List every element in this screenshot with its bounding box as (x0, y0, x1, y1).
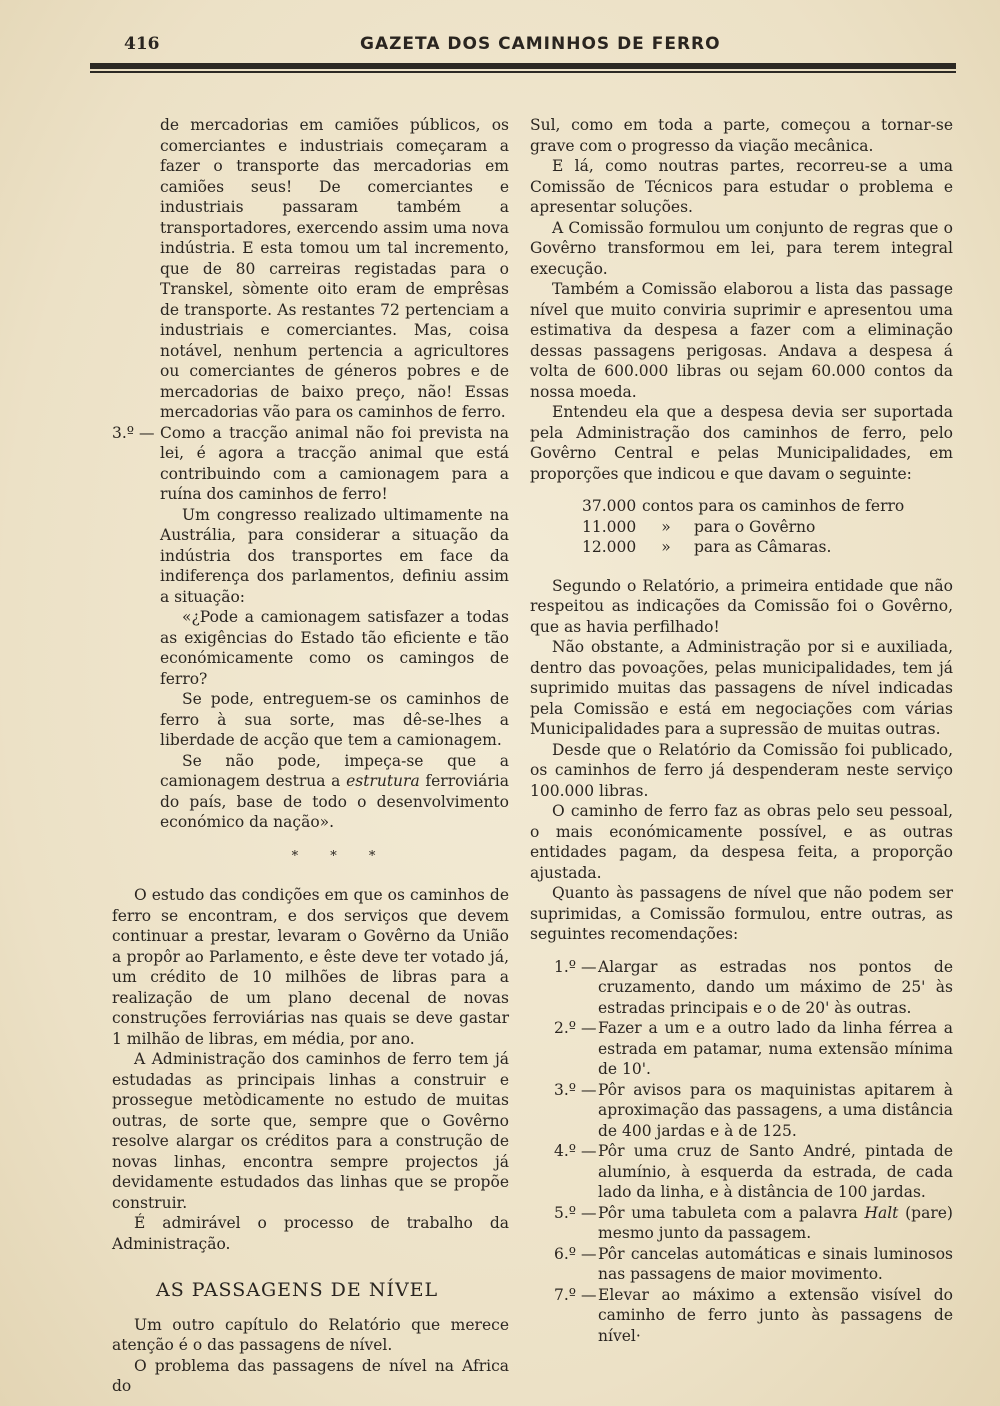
list-text: Pôr cancelas automáticas e sinais luminosos nas passagens de maior movimento. (598, 1244, 953, 1283)
table-description: contos para os caminhos de ferro (642, 497, 905, 515)
list-text-part: Pôr uma tabuleta com a palavra (598, 1203, 865, 1222)
list-text-emphasis: Halt (864, 1203, 899, 1222)
list-text (598, 1204, 953, 1243)
list-item (530, 1080, 953, 1142)
table-ditto: » (661, 538, 671, 556)
right-column (530, 115, 953, 1346)
table-description: para o Govêrno (694, 517, 816, 536)
paragraph: Também a Comissão elaborou a lista das passage nível que muito conviria suprimir e apresentou uma estimativa da despesa a fazer com a eliminação dessas passagens perigosas. Andava a despesa á volta de 600.000 libras ou sejam 60.000 contos da nossa moeda. (530, 280, 953, 401)
list-number: 3.º — (554, 1080, 597, 1099)
section-separator: * * * (291, 848, 390, 864)
paragraph: A Administração dos caminhos de ferro tem já estudadas as principais linhas a construir e prossegue metòdicamente no estudo de muitas outras, de sorte que, sempre que o Govêrno resolve alargar os créditos para a construção de novas linhas, encontra sempre projectos já devidamente estudados das linhas que se propõe construir. (112, 1050, 509, 1212)
recommendations-list (530, 957, 953, 1347)
quote-text: Se não pode, impeça-se que a camionagem destrua a (160, 751, 509, 790)
journal-title: GAZETA DOS CAMINHOS DE FERRO (360, 34, 721, 54)
table-amount: 37.000 (582, 497, 637, 515)
list-item (530, 1203, 953, 1244)
quote-text: ferroviária do país, base de todo o desenvolvimento económico da nação». (160, 772, 509, 831)
list-text: Alargar as estradas nos pontos de cruzamento, dando um máximo de 25' às estradas principais e o de 20' às outras. (598, 957, 953, 1017)
paragraph: Um congresso realizado ultimamente na Austrália, para considerar a situação da indústria dos transportes em face da indiferença dos parlamentos, definiu assim a situação: (160, 505, 509, 606)
list-text: Elevar ao máximo a extensão visível do caminho de ferro junto às passagens de nível· (598, 1285, 953, 1345)
section-heading: AS PASSAGENS DE NÍVEL (156, 1279, 439, 1301)
list-item (530, 957, 953, 1019)
table-amount: 12.000 (582, 538, 637, 556)
quote-emphasis: estrutura (346, 772, 420, 790)
quote-paragraph: «¿Pode a camionagem satisfazer a todas as exigências do Estado tão eficiente e tão económicamente como os camingos de ferro? (160, 608, 509, 688)
paragraph: Quanto às passagens de nível que não podem ser suprimidas, a Comissão formulou, entre outras, as seguintes recomendações: (530, 884, 953, 943)
list-number: 2.º — (554, 1019, 597, 1037)
quote-paragraph (112, 751, 509, 833)
item-text: Como a tracção animal não foi prevista na lei, é agora a tracção animal que está contribuindo com a camionagem para a ruína dos caminhos de ferro! (160, 423, 509, 503)
expense-table (582, 496, 953, 558)
item-number: 3.º — (112, 423, 155, 442)
list-item (530, 1244, 953, 1285)
paragraph: O caminho de ferro faz as obras pelo seu pessoal, o mais económicamente possível, e as outras entidades pagam, da despesa feita, a proporção ajustada. (530, 802, 953, 882)
header-rule-thick (90, 63, 956, 69)
list-number: 5.º — (554, 1203, 597, 1222)
table-amount: 11.000 (582, 517, 637, 536)
paragraph: Sul, como em toda a parte, começou a tornar-se grave com o progresso da viação mecânica. (530, 116, 953, 155)
table-ditto: » (661, 517, 671, 536)
table-row (582, 496, 953, 517)
page-header (120, 30, 955, 60)
table-row (582, 517, 953, 538)
page-number: 416 (124, 34, 160, 54)
header-rule-thin (90, 71, 956, 73)
paragraph: O estudo das condições em que os caminhos de ferro se encontram, e dos serviços que devem continuar a prestar, levaram o Govêrno da União a propôr ao Parlamento, e êste deve ter votado já, um crédito de 10 milhões de libras para a realização de um plano decenal de novas construções ferroviárias nas quais se deve gastar 1 milhão de libras, em média, por ano. (112, 886, 509, 1048)
table-row (582, 537, 953, 558)
paragraph: E lá, como noutras partes, recorreu-se a uma Comissão de Técnicos para estudar o problema e apresentar soluções. (530, 157, 953, 216)
list-text: Pôr uma cruz de Santo André, pintada de alumínio, à esquerda da estrada, de cada lado da linha, e à distância de 100 jardas. (598, 1142, 953, 1201)
table-description: para as Câmaras. (694, 538, 832, 556)
paragraph: O problema das passagens de nível na Africa do (112, 1356, 509, 1395)
list-number: 6.º — (554, 1244, 597, 1263)
list-item (530, 1141, 953, 1203)
paragraph: É admirável o processo de trabalho da Administração. (112, 1214, 509, 1253)
left-column (112, 115, 509, 1397)
list-number: 4.º — (554, 1142, 597, 1160)
quote-paragraph: Se pode, entreguem-se os caminhos de ferro à sua sorte, mas dê-se-lhes a liberdade de acção que tem a camionagem. (160, 690, 509, 749)
paragraph: A Comissão formulou um conjunto de regras que o Govêrno transformou em lei, para terem integral execução. (530, 218, 953, 278)
list-number: 1.º — (554, 957, 597, 976)
paragraph: Desde que o Relatório da Comissão foi publicado, os caminhos de ferro já despenderam neste serviço 100.000 libras. (530, 740, 953, 800)
list-number: 7.º — (554, 1285, 597, 1304)
paragraph: Segundo o Relatório, a primeira entidade que não respeitou as indicações da Comissão foi o Govêrno, que as havia perfilhado! (530, 576, 953, 636)
paragraph: Um outro capítulo do Relatório que merece atenção é o das passagens de nível. (112, 1315, 509, 1354)
list-item (530, 1018, 953, 1080)
list-text-part: (pare) mesmo junto da passagem. (598, 1203, 953, 1242)
list-item (530, 1285, 953, 1347)
numbered-item (112, 423, 509, 505)
paragraph: de mercadorias em camiões públicos, os comerciantes e industriais começaram a fazer o transporte das mercadorias em camiões seus! De comerciantes e industriais passaram também a transportadores, exercendo assim uma nova indústria. E esta tomou um tal incremento, que de 80 carreiras registadas para o Transkel, sòmente oito eram de emprêsas de transporte. As restantes 72 pertenciam a industriais e comerciantes. Mas, coisa notável, nenhum pertencia a agricultores ou comerciantes de géneros pobres e de mercadorias de baixo preço, não! Essas mercadorias vão para os caminhos de ferro. (160, 116, 509, 421)
list-text: Fazer a um e a outro lado da linha férrea a estrada em patamar, numa extensão mínima de 10'. (598, 1019, 953, 1078)
paragraph: Não obstante, a Administração por si e auxiliada, dentro das povoações, pelas municipalidades, tem já suprimido muitas das passagens de nível indicadas pela Comissão e está em negociações com várias Municipalidades para a supressão de muitas outras. (530, 638, 953, 738)
paragraph: Entendeu ela que a despesa devia ser suportada pela Administração dos caminhos de ferro, pelo Govêrno Central e pelas Municipalidades, em proporções que indicou e que davam o seguinte: (530, 403, 953, 483)
list-text: Pôr avisos para os maquinistas apitarem à aproximação das passagens, a uma distância de 400 jardas e à de 125. (598, 1080, 953, 1140)
